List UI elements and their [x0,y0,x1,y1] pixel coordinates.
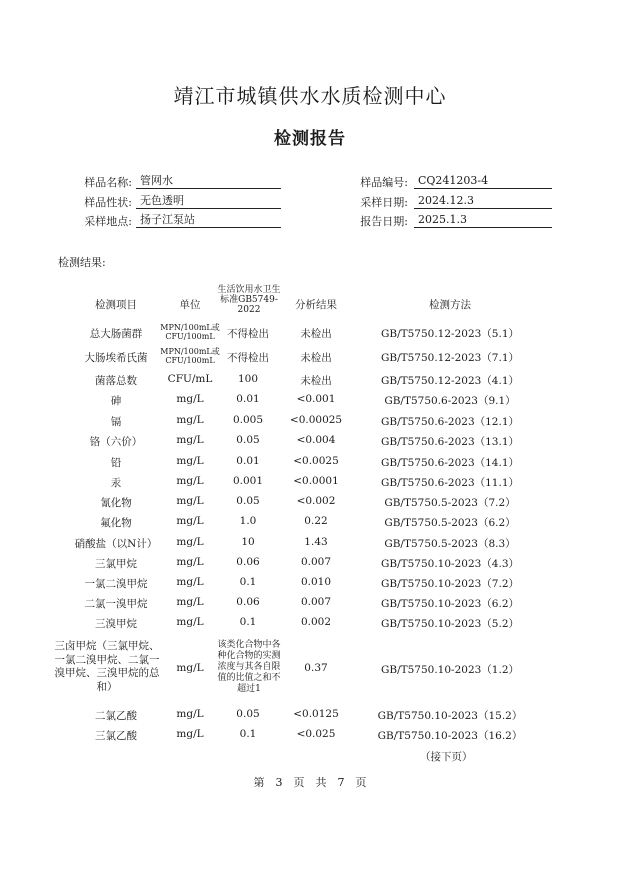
standard-cell: 0.1 [239,728,257,740]
unit-cell: mg/L [176,556,204,568]
sample-name-label: 样品名称: [84,176,132,189]
result-cell: 0.007 [300,596,332,608]
standard-cell: 0.01 [236,455,260,467]
item-cell: 铅 [110,457,122,469]
standard-cell: 不得检出 [227,352,269,364]
unit-cell: mg/L [176,455,204,467]
item-cell: 菌落总数 [95,375,137,387]
item-cell: 一氯二溴甲烷 [84,578,148,590]
unit-cell: mg/L [176,616,204,628]
method-cell: GB/T5750.5-2023（8.3） [384,538,516,550]
item-cell: 砷 [110,395,122,407]
standard-cell: 该类化合物中各种化合物的实测浓度与其各自限值的比值之和不超过1 [217,640,281,694]
method-cell: GB/T5750.10-2023（4.3） [380,558,520,570]
item-cell: 三氯甲烷 [95,558,137,570]
standard-cell: 0.06 [236,596,260,608]
organization-name: 靖江市城镇供水水质检测中心 [173,84,447,108]
standard-cell: 0.005 [232,414,264,426]
unit-cell: MPN/100mL或CFU/100mL [160,323,220,341]
result-cell: <0.002 [296,495,336,507]
item-cell: 氟化物 [100,517,132,529]
method-cell: GB/T5750.12-2023（5.1） [380,328,520,340]
method-cell: GB/T5750.10-2023（16.2） [377,730,523,742]
item-cell: 镉 [110,416,122,428]
col-header-unit: 单位 [179,299,201,311]
standard-cell: 0.05 [236,495,260,507]
sample-site-label: 采样地点: [84,215,132,228]
unit-cell: mg/L [176,414,204,426]
col-header-result: 分析结果 [295,299,337,311]
standard-cell: 不得检出 [227,328,269,340]
results-section-title: 检测结果: [58,256,106,269]
item-cell: 硝酸盐（以N计） [74,538,158,550]
result-cell: <0.0025 [293,455,339,467]
method-cell: GB/T5750.10-2023（1.2） [380,664,520,676]
unit-cell: mg/L [176,662,204,674]
col-header-standard: 生活饮用水卫生标准GB5749-2022 [217,285,281,315]
item-cell: 三溴甲烷 [95,618,137,630]
result-cell: <0.00025 [289,414,343,426]
result-cell: 未检出 [300,375,332,387]
method-cell: GB/T5750.6-2023（9.1） [384,395,516,407]
unit-cell: CFU/mL [167,373,213,385]
unit-cell: mg/L [176,596,204,608]
item-cell: 大肠埃希氏菌 [84,352,148,364]
unit-cell: mg/L [176,708,204,720]
standard-cell: 0.05 [236,708,260,720]
result-cell: <0.0001 [293,475,339,487]
standard-cell: 0.01 [236,393,260,405]
standard-cell: 0.1 [239,616,257,628]
item-cell: 三氯乙酸 [95,730,137,742]
item-cell: 二氯乙酸 [95,710,137,722]
standard-cell: 10 [241,536,255,548]
unit-cell: mg/L [176,576,204,588]
standard-cell: 0.05 [236,434,260,446]
unit-cell: mg/L [176,393,204,405]
result-cell: 0.37 [304,662,328,674]
result-cell: 未检出 [300,352,332,364]
method-cell: GB/T5750.12-2023（7.1） [380,352,520,364]
unit-cell: mg/L [176,475,204,487]
sample-state-value: 无色透明 [136,194,281,209]
report-date-value: 2025.1.3 [414,213,552,228]
sample-state-label: 样品性状: [84,196,132,209]
method-cell: GB/T5750.6-2023（13.1） [380,436,520,448]
method-cell: GB/T5750.10-2023（6.2） [380,598,520,610]
sample-date-label: 采样日期: [360,196,408,209]
sample-date-value: 2024.12.3 [414,194,552,209]
method-cell: GB/T5750.12-2023（4.1） [380,375,520,387]
result-cell: 0.010 [300,576,332,588]
unit-cell: mg/L [176,728,204,740]
result-cell: 0.002 [300,616,332,628]
unit-cell: mg/L [176,434,204,446]
col-header-method: 检测方法 [429,299,471,311]
item-cell: 铬（六价） [89,436,143,448]
method-cell: GB/T5750.6-2023（11.1） [380,477,520,489]
sample-name-value: 管网水 [136,174,281,189]
method-cell: GB/T5750.5-2023（6.2） [384,517,516,529]
unit-cell: mg/L [176,515,204,527]
unit-cell: mg/L [176,495,204,507]
result-cell: <0.004 [296,434,336,446]
result-cell: 0.007 [300,556,332,568]
sample-site-value: 扬子江泵站 [136,213,281,228]
report-date-label: 报告日期: [360,215,408,228]
result-cell: 1.43 [304,536,328,548]
method-cell: GB/T5750.6-2023（14.1） [380,457,520,469]
standard-cell: 0.06 [236,556,260,568]
sample-number-label: 样品编号: [360,176,408,189]
method-cell: GB/T5750.10-2023（5.2） [380,618,520,630]
result-cell: 0.22 [304,515,328,527]
item-cell: 二氯一溴甲烷 [84,598,148,610]
item-cell: 汞 [110,477,122,489]
item-cell: 氰化物 [100,497,132,509]
unit-cell: MPN/100mL或CFU/100mL [160,347,220,365]
method-cell: GB/T5750.5-2023（7.2） [384,497,516,509]
sample-number-value: CQ241203-4 [414,174,552,189]
result-cell: 未检出 [300,328,332,340]
result-cell: <0.025 [296,728,336,740]
method-cell: GB/T5750.10-2023（7.2） [380,578,520,590]
method-cell: GB/T5750.10-2023（15.2） [377,710,523,722]
col-header-item: 检测项目 [95,299,137,311]
unit-cell: mg/L [176,536,204,548]
standard-cell: 0.1 [239,576,257,588]
report-title: 检测报告 [274,129,346,149]
method-cell: GB/T5750.6-2023（12.1） [380,416,520,428]
result-cell: <0.0125 [293,708,339,720]
standard-cell: 100 [237,373,259,385]
item-cell: 三卤甲烷（三氯甲烷、一氯二溴甲烷、二氯一溴甲烷、三溴甲烷的总和） [54,640,160,693]
continued-note: （接下页） [420,751,473,763]
item-cell: 总大肠菌群 [89,328,143,340]
page-number: 第 3 页 共 7 页 [253,776,367,789]
standard-cell: 1.0 [239,515,257,527]
result-cell: <0.001 [296,393,336,405]
standard-cell: 0.001 [232,475,264,487]
